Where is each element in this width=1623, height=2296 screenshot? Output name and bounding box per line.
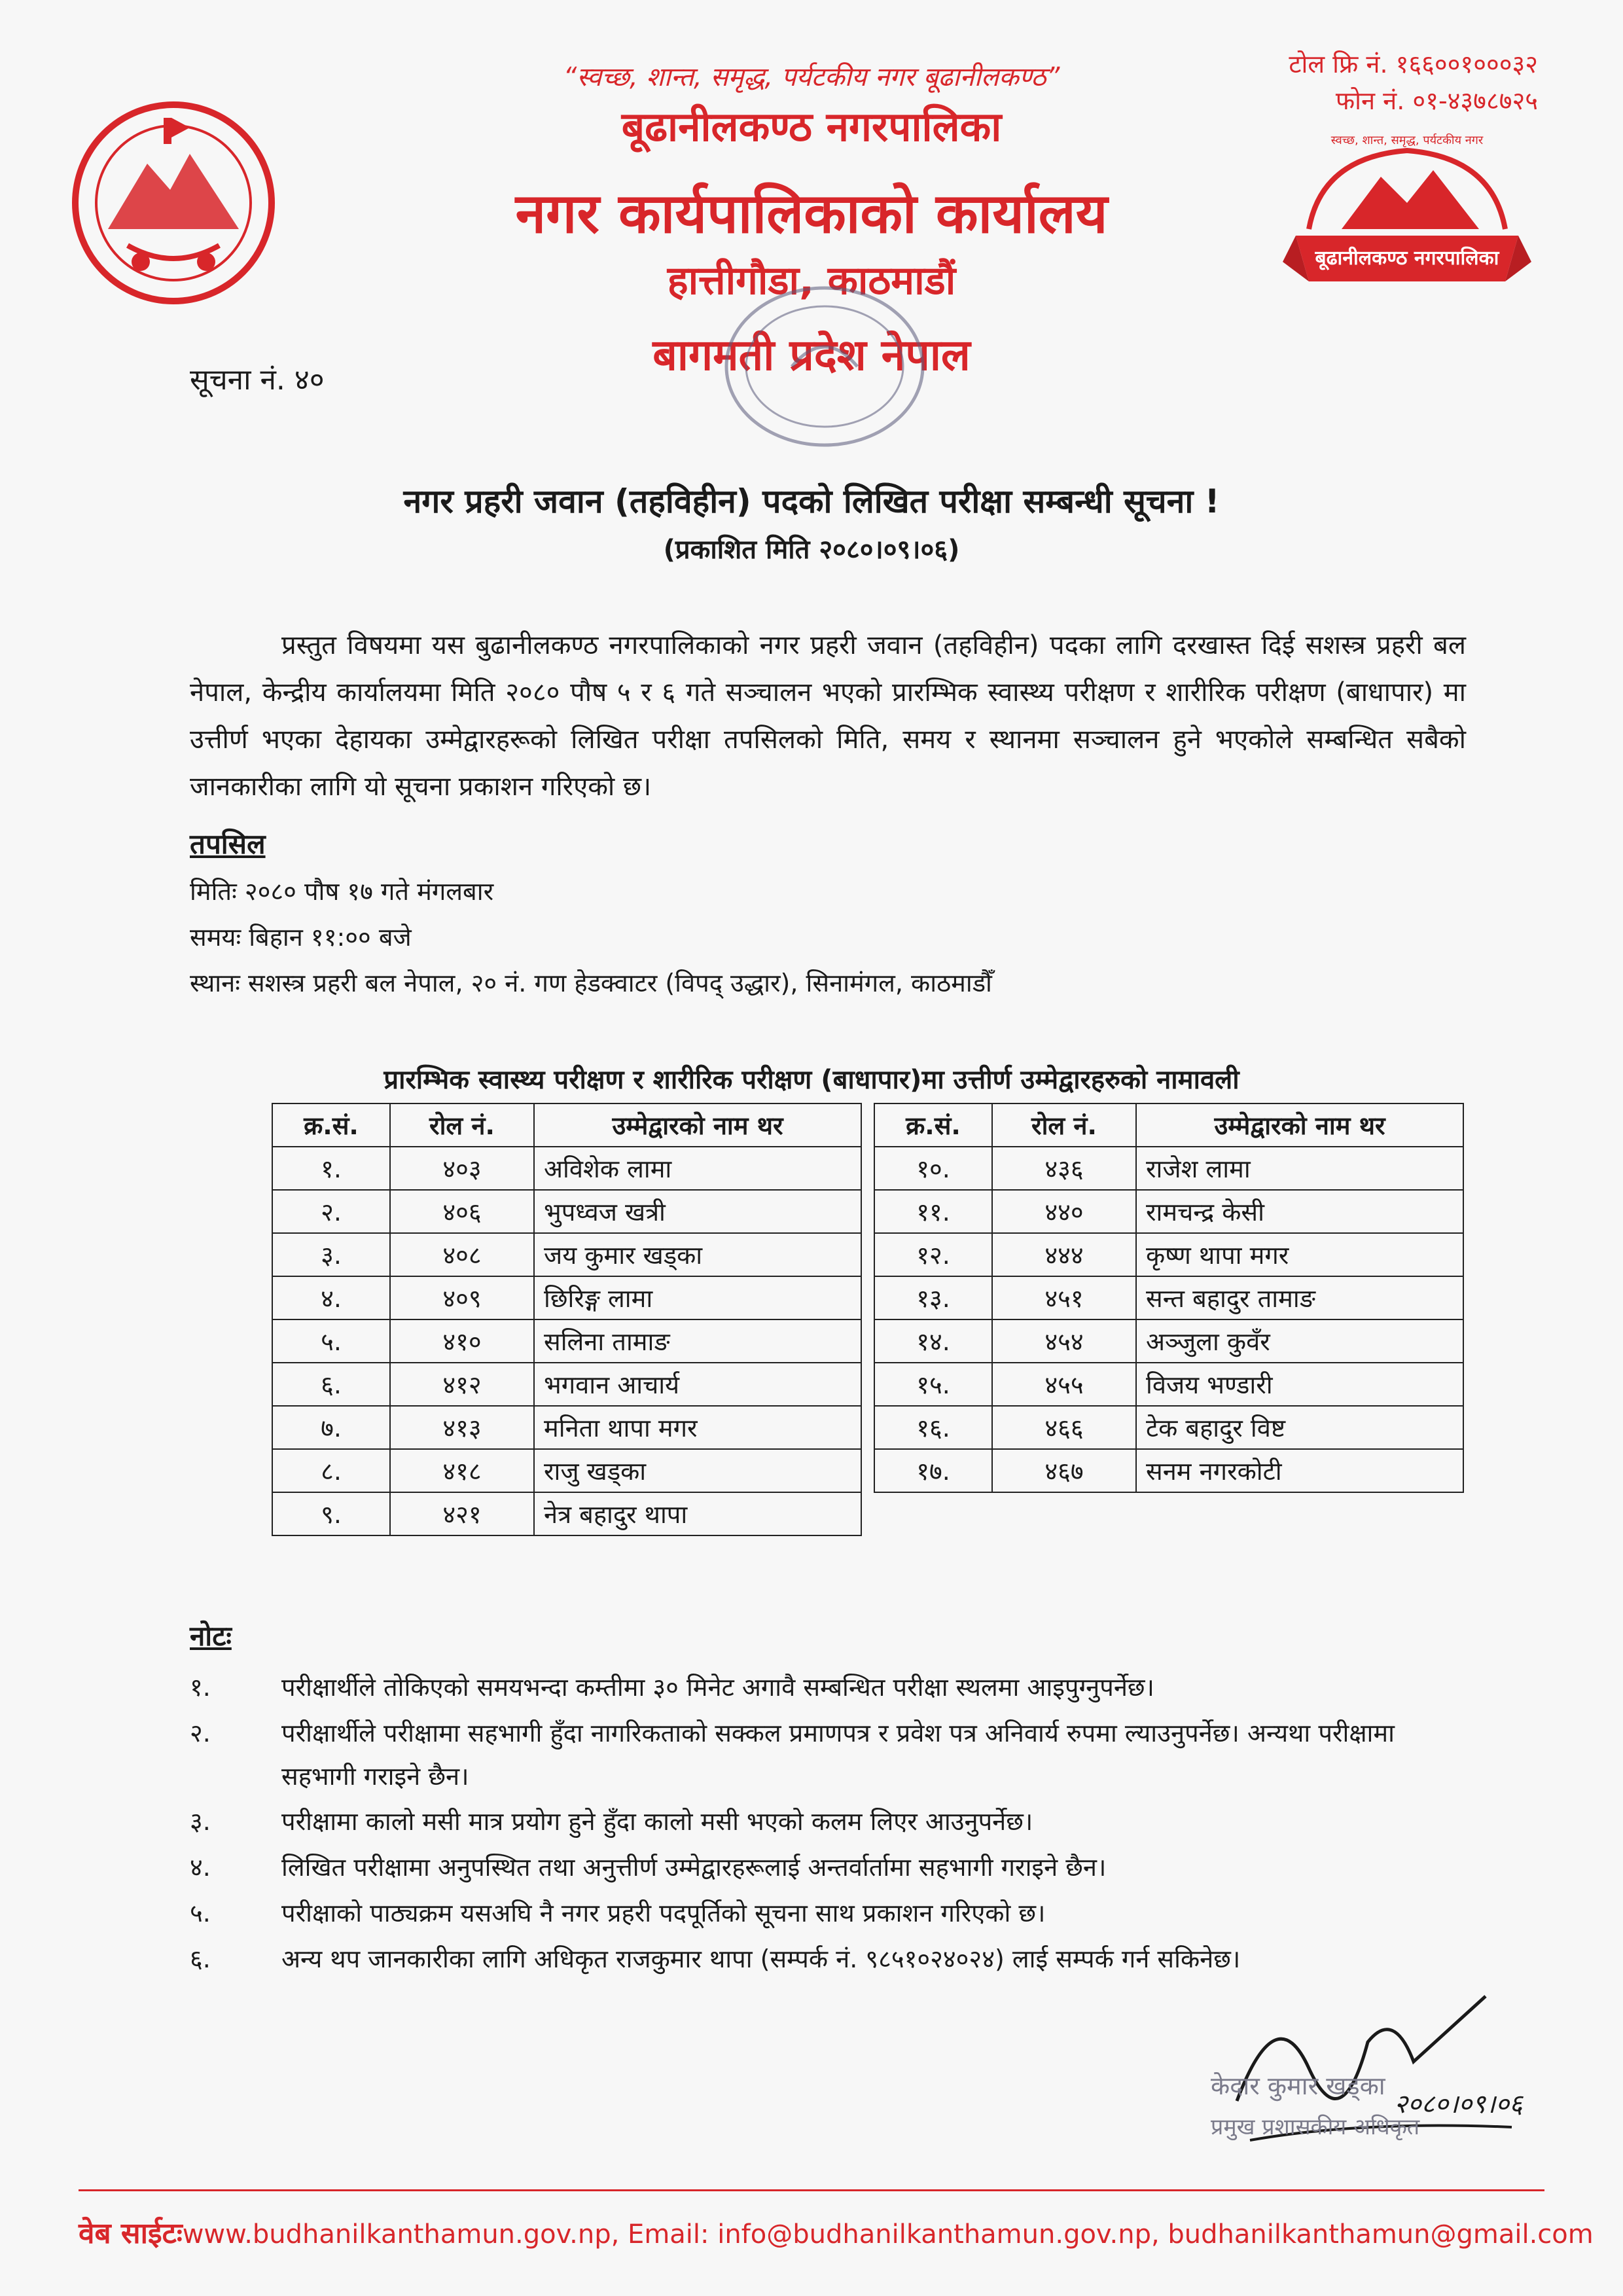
- municipality-name: बूढानीलकण्ठ नगरपालिका: [621, 103, 1002, 151]
- serial-cell: ३.: [272, 1233, 390, 1276]
- table-row: [272, 1319, 861, 1363]
- serial-cell: ५.: [272, 1319, 390, 1363]
- logo-slogan-text: स्वच्छ, शान्त, समृद्ध, पर्यटकीय नगर: [1330, 134, 1484, 147]
- roll-cell: ४०९: [390, 1276, 534, 1319]
- signature-date: २०८०।०९।०६: [1394, 2089, 1523, 2119]
- name-cell: भगवान आचार्य: [534, 1363, 861, 1406]
- office-stamp: [720, 281, 929, 452]
- note-text: परीक्षार्थीले परीक्षामा सहभागी हुँदा नागरिकताको सक्कल प्रमाणपत्र र प्रवेश पत्र अनिवार्य रुपमा ल्याउनुपर्नेछ। अन्यथा परीक्षामा सहभागी गराइने छैन।: [281, 1719, 1395, 1791]
- serial-cell: १०.: [874, 1147, 992, 1190]
- contact-links[interactable]: www.budhanilkanthamun.gov.np, Email: info@budhanilkanthamun.gov.np, budhanilkanthamun@gmail.com: [182, 2219, 1594, 2250]
- table-header-row: [874, 1103, 1463, 1147]
- table-row: [874, 1319, 1463, 1363]
- note-number: २.: [190, 1719, 211, 1748]
- roll-cell: ४६६: [992, 1406, 1136, 1449]
- table-row: [272, 1406, 861, 1449]
- published-date: (प्रकाशित मिति २०८०।०९।०६): [663, 535, 960, 565]
- note-text: लिखित परीक्षामा अनुपस्थित तथा अनुत्तीर्ण उम्मेद्वारहरूलाई अन्तर्वार्तामा सहभागी गराइने छैन।: [281, 1853, 1107, 1882]
- website-label: वेब साईटः: [79, 2217, 183, 2250]
- note-text: अन्य थप जानकारीका लागि अधिकृत राजकुमार थापा (सम्पर्क नं. ९८५१०२४०२४) लाई सम्पर्क गर्न सकिनेछ।: [281, 1945, 1241, 1973]
- header-serial: क्र.सं.: [874, 1103, 992, 1147]
- table-row: [874, 1406, 1463, 1449]
- office-name: नगर कार्यपालिकाको कार्यालय: [515, 181, 1108, 245]
- table-row: [874, 1449, 1463, 1492]
- table-row: [272, 1449, 861, 1492]
- serial-cell: १२.: [874, 1233, 992, 1276]
- table-row: [272, 1233, 861, 1276]
- name-cell: राजु खड्का: [534, 1449, 861, 1492]
- serial-cell: ४.: [272, 1276, 390, 1319]
- name-cell: छिरिङ्ग लामा: [534, 1276, 861, 1319]
- name-cell: राजेश लामा: [1136, 1147, 1463, 1190]
- note-number: ५.: [190, 1899, 211, 1928]
- candidate-table-left: [272, 1103, 862, 1536]
- note-number: १.: [190, 1673, 211, 1702]
- roll-cell: ४३६: [992, 1147, 1136, 1190]
- signature: [1198, 1970, 1538, 2160]
- candidate-table-right: [874, 1103, 1464, 1493]
- phone-number: फोन नं. ०१-४३७८७२५: [1335, 86, 1538, 115]
- roll-cell: ४५५: [992, 1363, 1136, 1406]
- name-cell: सनम नगरकोटी: [1136, 1449, 1463, 1492]
- name-cell: नेत्र बहादुर थापा: [534, 1492, 861, 1535]
- name-cell: विजय भण्डारी: [1136, 1363, 1463, 1406]
- serial-cell: १४.: [874, 1319, 992, 1363]
- table-row: [272, 1190, 861, 1233]
- header-roll: रोल नं.: [390, 1103, 534, 1147]
- note-item: [190, 1846, 1466, 1889]
- office-address: हात्तीगौडा, काठमाडौं: [667, 258, 956, 304]
- name-cell: मनिता थापा मगर: [534, 1406, 861, 1449]
- serial-cell: ११.: [874, 1190, 992, 1233]
- serial-cell: १७.: [874, 1449, 992, 1492]
- serial-cell: १५.: [874, 1363, 992, 1406]
- header-serial: क्र.सं.: [272, 1103, 390, 1147]
- name-cell: सलिना तामाङ: [534, 1319, 861, 1363]
- serial-cell: २.: [272, 1190, 390, 1233]
- name-cell: अविशेक लामा: [534, 1147, 861, 1190]
- table-row: [874, 1363, 1463, 1406]
- serial-cell: ७.: [272, 1406, 390, 1449]
- toll-free-number: टोल फ्रि नं. १६६००१०००३२: [1289, 50, 1538, 79]
- table-row: [272, 1147, 861, 1190]
- schedule-heading: तपसिल: [190, 828, 266, 860]
- exam-date: मितिः २०८० पौष १७ गते मंगलबार: [190, 877, 494, 906]
- serial-cell: १३.: [874, 1276, 992, 1319]
- table-row: [874, 1190, 1463, 1233]
- note-item: [190, 1800, 1466, 1843]
- header-roll: रोल नं.: [992, 1103, 1136, 1147]
- table-row: [874, 1147, 1463, 1190]
- table-header-row: [272, 1103, 861, 1147]
- name-cell: कृष्ण थापा मगर: [1136, 1233, 1463, 1276]
- name-cell: जय कुमार खड्का: [534, 1233, 861, 1276]
- serial-cell: १६.: [874, 1406, 992, 1449]
- serial-cell: ८.: [272, 1449, 390, 1492]
- roll-cell: ४१८: [390, 1449, 534, 1492]
- roll-cell: ४१२: [390, 1363, 534, 1406]
- candidate-list-title: प्रारम्भिक स्वास्थ्य परीक्षण र शारीरिक परीक्षण (बाधापार)मा उत्तीर्ण उम्मेद्वारहरुको नामावली: [383, 1065, 1240, 1095]
- notes-heading: नोटः: [190, 1620, 232, 1652]
- roll-cell: ४४०: [992, 1190, 1136, 1233]
- table-row: [874, 1233, 1463, 1276]
- exam-venue: स्थानः सशस्त्र प्रहरी बल नेपाल, २० नं. गण हेडक्वाटर (विपद् उद्धार), सिनामंगल, काठमाडौँ: [190, 969, 992, 997]
- note-text: परीक्षामा कालो मसी मात्र प्रयोग हुने हुँदा कालो मसी भएको कलम लिएर आउनुपर्नेछ।: [281, 1807, 1033, 1836]
- roll-cell: ४०३: [390, 1147, 534, 1190]
- serial-cell: ९.: [272, 1492, 390, 1535]
- roll-cell: ४१३: [390, 1406, 534, 1449]
- name-cell: रामचन्द्र केसी: [1136, 1190, 1463, 1233]
- roll-cell: ४०८: [390, 1233, 534, 1276]
- table-row: [272, 1276, 861, 1319]
- note-item: [190, 1712, 1466, 1798]
- note-text: परीक्षार्थीले तोकिएको समयभन्दा कम्तीमा ३० मिनेट अगावै सम्बन्धित परीक्षा स्थलमा आइपुग्नुपर्नेछ।: [281, 1673, 1154, 1702]
- roll-cell: ४०६: [390, 1190, 534, 1233]
- footer: [79, 2212, 1594, 2251]
- note-number: ३.: [190, 1807, 211, 1836]
- footer-divider: [79, 2189, 1544, 2191]
- note-text: परीक्षाको पाठ्यक्रम यसअघि नै नगर प्रहरी पदपूर्तिको सूचना साथ प्रकाशन गरिएको छ।: [281, 1899, 1046, 1928]
- roll-cell: ४५४: [992, 1319, 1136, 1363]
- intro-paragraph: प्रस्तुत विषयमा यस बुढानीलकण्ठ नगरपालिकाको नगर प्रहरी जवान (तहविहीन) पदका लागि दरखास्त दिई सशस्त्र प्रहरी बल नेपाल, केन्द्रीय कार्यालयमा मिति २०८० पौष ५ र ६ गते सञ्चालन भएको प्रारम्भिक स्वास्थ्य परीक्षण र शारीरिक परीक्षण (बाधापार) मा उत्तीर्ण भएका देहायका उम्मेद्वारहरूको लिखित परीक्षा तपसिलको मिति, समय र स्थानमा सञ्चालन हुने भएकोले सम्बन्धित सबैको जानकारीका लागि यो सूचना प्रकाशन गरिएको छ।: [190, 630, 1466, 802]
- table-row: [272, 1363, 861, 1406]
- header-name: उम्मेद्वारको नाम थर: [534, 1103, 861, 1147]
- signatory-name: केदार कुमार खड्का: [1211, 2072, 1385, 2100]
- roll-cell: ४६७: [992, 1449, 1136, 1492]
- name-cell: सन्त बहादुर तामाङ: [1136, 1276, 1463, 1319]
- roll-cell: ४२१: [390, 1492, 534, 1535]
- note-number: ४.: [190, 1853, 211, 1882]
- notice-number: सूचना नं. ४०: [190, 363, 325, 397]
- logo-banner-text: बूढानीलकण्ठ नगरपालिका: [1315, 247, 1499, 270]
- note-item: [190, 1666, 1466, 1709]
- serial-cell: ६.: [272, 1363, 390, 1406]
- roll-cell: ४४४: [992, 1233, 1136, 1276]
- exam-time: समयः बिहान ११:०० बजे: [190, 923, 412, 952]
- name-cell: अञ्जुला कुवँर: [1136, 1319, 1463, 1363]
- table-row: [272, 1492, 861, 1535]
- notice-title: नगर प्रहरी जवान (तहविहीन) पदको लिखित परीक्षा सम्बन्धी सूचना !: [403, 482, 1220, 520]
- note-number: ६.: [190, 1945, 211, 1973]
- province-name: बागमती प्रदेश नेपाल: [652, 330, 971, 380]
- name-cell: टेक बहादुर विष्ट: [1136, 1406, 1463, 1449]
- header-name: उम्मेद्वारको नाम थर: [1136, 1103, 1463, 1147]
- note-item: [190, 1892, 1466, 1935]
- roll-cell: ४१०: [390, 1319, 534, 1363]
- municipality-slogan: “स्वच्छ, शान्त, समृद्ध, पर्यटकीय नगर बूढानीलकण्ठ”: [563, 62, 1060, 92]
- name-cell: भुपध्वज खत्री: [534, 1190, 861, 1233]
- serial-cell: १.: [272, 1147, 390, 1190]
- table-row: [874, 1276, 1463, 1319]
- signatory-role: प्रमुख प्रशासकीय अधिकृत: [1211, 2114, 1420, 2140]
- roll-cell: ४५१: [992, 1276, 1136, 1319]
